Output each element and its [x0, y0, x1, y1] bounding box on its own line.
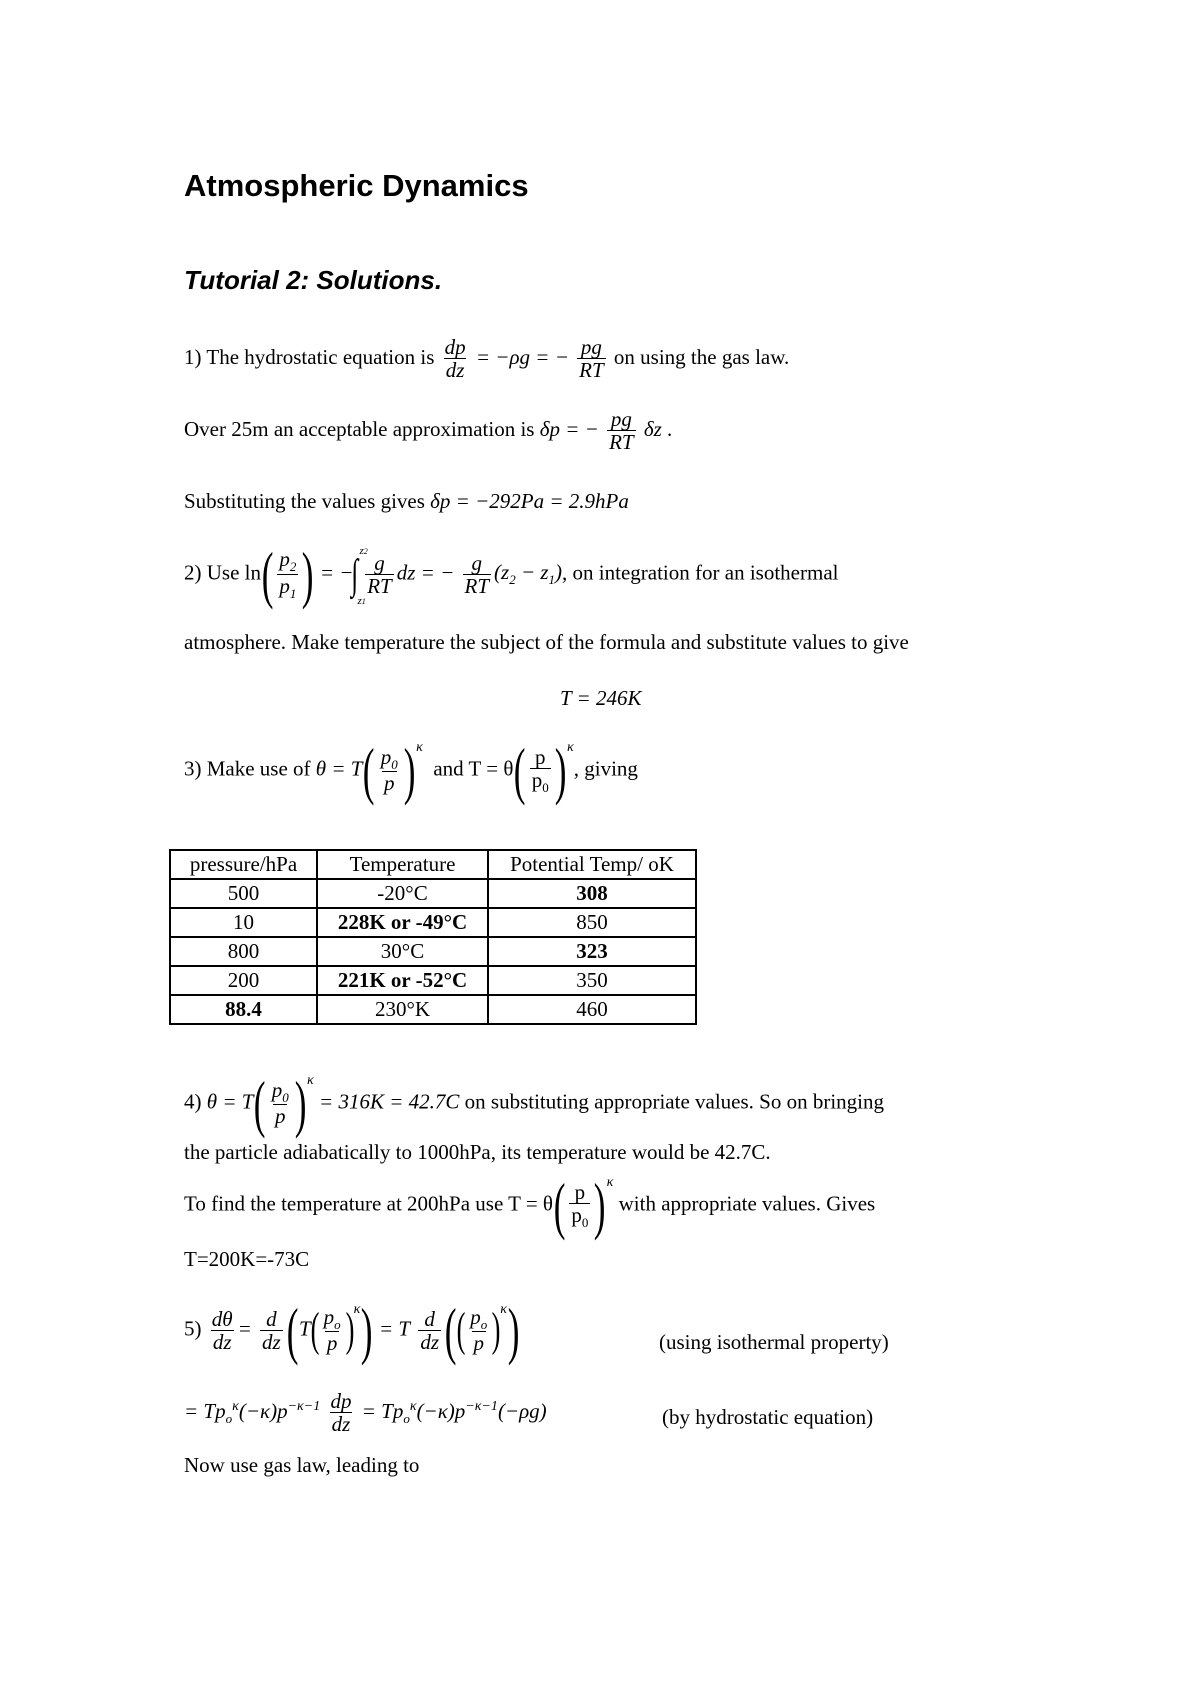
table-row — [170, 908, 696, 937]
q1-approx-fraction: $\frac{pg}{RT}$ — [609, 407, 634, 455]
q2-line1: 2) Use ln( $\frac{p_2}{p_1}$ ) = −∫ z2 z1 $\frac{g}{RT}$ dz = − $\frac{g}{RT}$ $(z_2 - z_1)$, on integration for an isothermal — [184, 539, 839, 611]
table-cell: 500 — [170, 879, 317, 908]
table-row — [170, 995, 696, 1024]
q5-intro: 5) — [184, 1316, 202, 1341]
table-cell: 10 — [170, 908, 317, 937]
q1-pg-rt-fraction: $\frac{pg}{RT}$ — [579, 335, 604, 383]
q1-line2: Over 25m an acceptable approximation is δp = − $\frac{pg}{RT}$ δz . — [184, 407, 673, 455]
q4-line3-tail: with appropriate values. Gives — [618, 1191, 876, 1216]
table-row — [170, 879, 696, 908]
table-cell: 221K or -52°C — [317, 966, 488, 995]
table-cell: 800 — [170, 937, 317, 966]
table-cell: 460 — [488, 995, 696, 1024]
q5-note1: (using isothermal property) — [659, 1330, 889, 1354]
table-cell: 308 — [488, 879, 696, 908]
q2-intro: 2) Use — [184, 560, 240, 585]
q1-line3-intro: Substituting the values gives — [184, 489, 425, 513]
q4-line3-intro: To find the temperature at 200hPa use — [184, 1191, 504, 1216]
q4-result: = 316K = 42.7C — [319, 1089, 460, 1114]
table-cell: -20°C — [317, 879, 488, 908]
q4-line1: 4) θ = T( $\frac{p_0}{p}$ )$^\kappa$ = 316K = 42.7C on substituting appropriate values. So on bringing — [184, 1068, 885, 1139]
table-row — [170, 966, 696, 995]
q1-line2-intro: Over 25m an acceptable approximation is — [184, 416, 535, 441]
document-title: Atmospheric Dynamics — [184, 168, 529, 203]
table-cell: 200 — [170, 966, 317, 995]
q5-line2: = $Tp_o^\kappa(-\kappa)p^{-\kappa-1}$ $\frac{dp}{dz}$ = $Tp_o^\kappa(-\kappa)p^{-\kappa-1}(-\rho g)$ — [184, 1389, 547, 1437]
q4-tail: on substituting appropriate values. So on bringing — [464, 1089, 885, 1114]
q3-tail: , giving — [573, 756, 638, 781]
table-cell: 30°C — [317, 937, 488, 966]
table-header-cell: pressure/hPa — [170, 850, 317, 879]
table-cell: 228K or -49°C — [317, 908, 488, 937]
table-cell: 350 — [488, 966, 696, 995]
table-cell: 88.4 — [170, 995, 317, 1024]
q4-line2: the particle adiabatically to 1000hPa, its temperature would be 42.7C. — [184, 1140, 771, 1164]
q1-line1-tail: on using the gas law. — [613, 344, 790, 369]
q1-line1: 1) The hydrostatic equation is $\frac{dp}{dz}$ = −ρg = − $\frac{pg}{RT}$ on using the gas law. — [184, 335, 790, 383]
table-cell: 230°K — [317, 995, 488, 1024]
q2-result: T = 246K — [560, 686, 642, 710]
table-cell: 850 — [488, 908, 696, 937]
table-header-cell: Temperature — [317, 850, 488, 879]
table-cell: 323 — [488, 937, 696, 966]
q5-line1: 5) $\frac{d\theta}{dz}$ = $\frac{d}{dz}$ (T( $\frac{p_o}{p}$ )$^\kappa$) = T $\frac{d}{dz}$ (( $\frac{p_o}{p}$ )$^\kappa$) — [184, 1295, 520, 1366]
q2-line2: atmosphere. Make temperature the subject of the formula and substitute values to give — [184, 630, 909, 654]
document-subtitle: Tutorial 2: Solutions. — [184, 265, 443, 295]
q2-tail: , on integration for an isothermal — [562, 560, 839, 585]
table-row — [170, 937, 696, 966]
q3-line1: 3) Make use of θ = T( $\frac{p_0}{p}$ )$^\kappa$ and T = θ( $\frac{p}{p_0}$ )$^\kappa$, giving — [184, 735, 638, 806]
q1-dpdz-fraction: $\frac{dp}{dz}$ — [444, 335, 466, 383]
temperature-table — [169, 849, 697, 1025]
table-header-row — [170, 850, 696, 879]
q1-line1-intro: 1) The hydrostatic equation is — [184, 344, 435, 369]
q4-line3: To find the temperature at 200hPa use T = θ( $\frac{p}{p_0}$ )$^\kappa$ with appropriate values. Gives — [184, 1170, 876, 1241]
q1-line3-result: = −292Pa = 2.9hPa — [455, 489, 629, 513]
q3-mid: and — [433, 756, 464, 781]
q5-line3: Now use gas law, leading to — [184, 1453, 420, 1477]
q5-note2: (by hydrostatic equation) — [662, 1405, 874, 1429]
q4-line4: T=200K=-73C — [184, 1247, 310, 1271]
table-header-cell: Potential Temp/ oK — [488, 850, 696, 879]
q3-intro: 3) Make use of — [184, 756, 311, 781]
q4-intro: 4) — [184, 1089, 202, 1114]
q1-line3: Substituting the values gives δp = −292Pa = 2.9hPa — [184, 489, 629, 513]
